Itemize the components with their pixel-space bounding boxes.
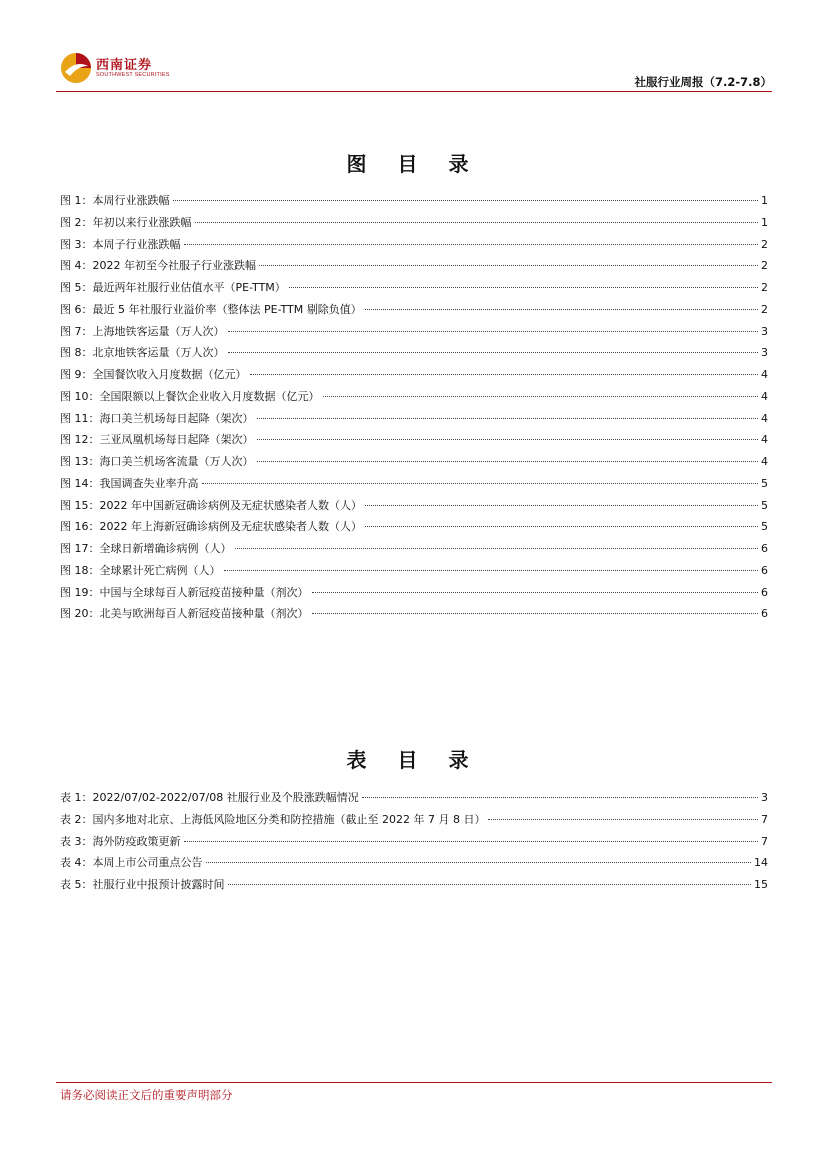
toc-entry[interactable] — [60, 431, 768, 453]
report-title: 社服行业周报（7.2-7.8） — [634, 75, 772, 89]
toc-entry-label[interactable]: 图 9：全国餐饮收入月度数据（亿元） — [60, 368, 247, 381]
toc-entry[interactable] — [60, 518, 768, 540]
page-header — [60, 48, 772, 92]
toc-entry[interactable] — [60, 453, 768, 475]
toc-leader-dots — [235, 548, 759, 549]
toc-entry-page[interactable]: 5 — [761, 520, 768, 534]
toc-leader-dots — [365, 526, 758, 527]
toc-leader-dots — [228, 884, 752, 885]
toc-leader-dots — [365, 505, 758, 506]
toc-entry-label[interactable]: 图 8：北京地铁客运量（万人次） — [60, 346, 225, 360]
toc-leader-dots — [259, 265, 758, 266]
footer-divider — [56, 1082, 772, 1083]
toc-leader-dots — [362, 797, 758, 798]
toc-entry-page[interactable]: 6 — [761, 563, 768, 577]
toc-entry-page[interactable]: 14 — [754, 856, 768, 870]
figure-index-list — [60, 192, 768, 627]
logo-chinese-name: 西南证券 — [96, 58, 153, 73]
toc-entry[interactable] — [60, 876, 768, 898]
toc-leader-dots — [228, 331, 759, 332]
toc-entry-label[interactable]: 表 5：社服行业中报预计披露时间 — [60, 878, 225, 891]
toc-leader-dots — [202, 483, 759, 484]
toc-entry-label[interactable]: 图 10：全国限额以上餐饮企业收入月度数据（亿元） — [60, 389, 320, 403]
toc-leader-dots — [365, 309, 758, 310]
toc-entry-page[interactable]: 1 — [761, 215, 768, 229]
toc-entry-label[interactable]: 图 1：本周行业涨跌幅 — [60, 194, 170, 207]
logo-emblem-icon — [60, 52, 92, 84]
toc-entry-label[interactable]: 图 3：本周子行业涨跌幅 — [60, 237, 181, 251]
company-logo — [60, 48, 180, 88]
toc-leader-dots — [488, 819, 758, 820]
toc-entry[interactable] — [60, 605, 768, 627]
toc-entry[interactable] — [60, 257, 768, 279]
toc-leader-dots — [173, 200, 759, 201]
toc-entry[interactable] — [60, 323, 768, 345]
toc-entry-label[interactable]: 表 4：本周上市公司重点公告 — [60, 856, 203, 870]
toc-entry[interactable] — [60, 562, 768, 584]
toc-entry[interactable] — [60, 214, 768, 236]
toc-entry-label[interactable]: 图 7：上海地铁客运量（万人次） — [60, 324, 225, 338]
toc-entry[interactable] — [60, 366, 768, 388]
toc-leader-dots — [312, 613, 759, 614]
toc-leader-dots — [195, 222, 759, 223]
toc-entry-label[interactable]: 图 11：海口美兰机场每日起降（架次） — [60, 411, 254, 425]
toc-leader-dots — [206, 862, 752, 863]
toc-entry[interactable] — [60, 854, 768, 876]
toc-leader-dots — [323, 396, 759, 397]
toc-entry[interactable] — [60, 475, 768, 497]
table-index-title: 表 目 录 — [346, 748, 481, 772]
logo-english-name: SOUTHWEST SECURITIES — [96, 72, 170, 78]
toc-entry-page[interactable]: 3 — [761, 324, 768, 338]
header-divider — [56, 91, 772, 92]
toc-entry-page[interactable]: 2 — [761, 281, 768, 294]
toc-entry-page[interactable]: 2 — [761, 237, 768, 251]
toc-entry-label[interactable]: 图 15：2022 年中国新冠确诊病例及无症状感染者人数（人） — [60, 498, 362, 512]
toc-entry-page[interactable]: 15 — [754, 878, 768, 891]
toc-leader-dots — [289, 287, 758, 288]
toc-entry-page[interactable]: 6 — [761, 607, 768, 621]
toc-entry-label[interactable]: 图 13：海口美兰机场客流量（万人次） — [60, 455, 254, 468]
toc-entry[interactable] — [60, 584, 768, 606]
toc-entry-label[interactable]: 图 12：三亚凤凰机场每日起降（架次） — [60, 433, 254, 447]
toc-entry-page[interactable]: 3 — [761, 346, 768, 360]
toc-leader-dots — [250, 374, 759, 375]
toc-entry[interactable] — [60, 540, 768, 562]
toc-entry-page[interactable]: 2 — [761, 302, 768, 316]
toc-leader-dots — [257, 439, 759, 440]
toc-entry[interactable] — [60, 833, 768, 855]
toc-leader-dots — [184, 841, 759, 842]
toc-entry-label[interactable]: 图 4：2022 年初至今社服子行业涨跌幅 — [60, 259, 256, 273]
toc-entry-page[interactable]: 3 — [761, 791, 768, 804]
toc-entry-page[interactable]: 4 — [761, 389, 768, 403]
toc-entry-page[interactable]: 4 — [761, 411, 768, 425]
toc-entry[interactable] — [60, 497, 768, 519]
toc-entry-page[interactable]: 6 — [761, 542, 768, 555]
toc-entry-label[interactable]: 图 16：2022 年上海新冠确诊病例及无症状感染者人数（人） — [60, 520, 362, 534]
toc-entry-label[interactable]: 图 19：中国与全球每百人新冠疫苗接种量（剂次） — [60, 585, 309, 599]
toc-entry-page[interactable]: 7 — [761, 834, 768, 848]
toc-entry-label[interactable]: 表 1：2022/07/02-2022/07/08 社服行业及个股涨跌幅情况 — [60, 791, 359, 804]
toc-leader-dots — [228, 352, 759, 353]
toc-entry-label[interactable]: 图 5：最近两年社服行业估值水平（PE-TTM） — [60, 281, 286, 294]
toc-entry[interactable] — [60, 236, 768, 258]
toc-leader-dots — [184, 244, 759, 245]
footer-disclaimer: 请务必阅读正文后的重要声明部分 — [60, 1088, 233, 1102]
toc-entry-page[interactable]: 2 — [761, 259, 768, 273]
toc-entry-page[interactable]: 5 — [761, 498, 768, 512]
toc-entry-page[interactable]: 1 — [761, 194, 768, 207]
toc-entry-label[interactable]: 表 2：国内多地对北京、上海低风险地区分类和防控措施（截止至 2022 年 7 月 8 日） — [60, 812, 486, 826]
toc-entry[interactable] — [60, 410, 768, 432]
toc-entry-label[interactable]: 图 6：最近 5 年社服行业溢价率（整体法 PE-TTM 剔除负值） — [60, 302, 362, 316]
toc-entry[interactable] — [60, 279, 768, 301]
toc-entry-label[interactable]: 图 2：年初以来行业涨跌幅 — [60, 215, 192, 229]
toc-entry[interactable] — [60, 388, 768, 410]
toc-entry[interactable] — [60, 301, 768, 323]
toc-entry-page[interactable]: 7 — [761, 812, 768, 826]
toc-entry-label[interactable]: 图 20：北美与欧洲每百人新冠疫苗接种量（剂次） — [60, 607, 309, 621]
toc-leader-dots — [257, 461, 759, 462]
toc-entry[interactable] — [60, 192, 768, 214]
toc-entry-page[interactable]: 4 — [761, 433, 768, 447]
toc-entry-label[interactable]: 图 17：全球日新增确诊病例（人） — [60, 542, 232, 555]
toc-leader-dots — [224, 570, 759, 571]
toc-entry[interactable] — [60, 344, 768, 366]
toc-entry-label[interactable]: 图 18：全球累计死亡病例（人） — [60, 563, 221, 577]
toc-entry-label[interactable]: 图 14：我国调查失业率升高 — [60, 476, 199, 490]
toc-entry-page[interactable]: 4 — [761, 368, 768, 381]
toc-leader-dots — [257, 418, 759, 419]
toc-entry[interactable] — [60, 789, 768, 811]
toc-entry[interactable] — [60, 811, 768, 833]
toc-entry-page[interactable]: 6 — [761, 585, 768, 599]
figure-index-title: 图 目 录 — [346, 152, 481, 176]
toc-leader-dots — [312, 592, 759, 593]
toc-entry-page[interactable]: 5 — [761, 476, 768, 490]
toc-entry-page[interactable]: 4 — [761, 455, 768, 468]
table-index-list — [60, 789, 768, 898]
toc-entry-label[interactable]: 表 3：海外防疫政策更新 — [60, 834, 181, 848]
